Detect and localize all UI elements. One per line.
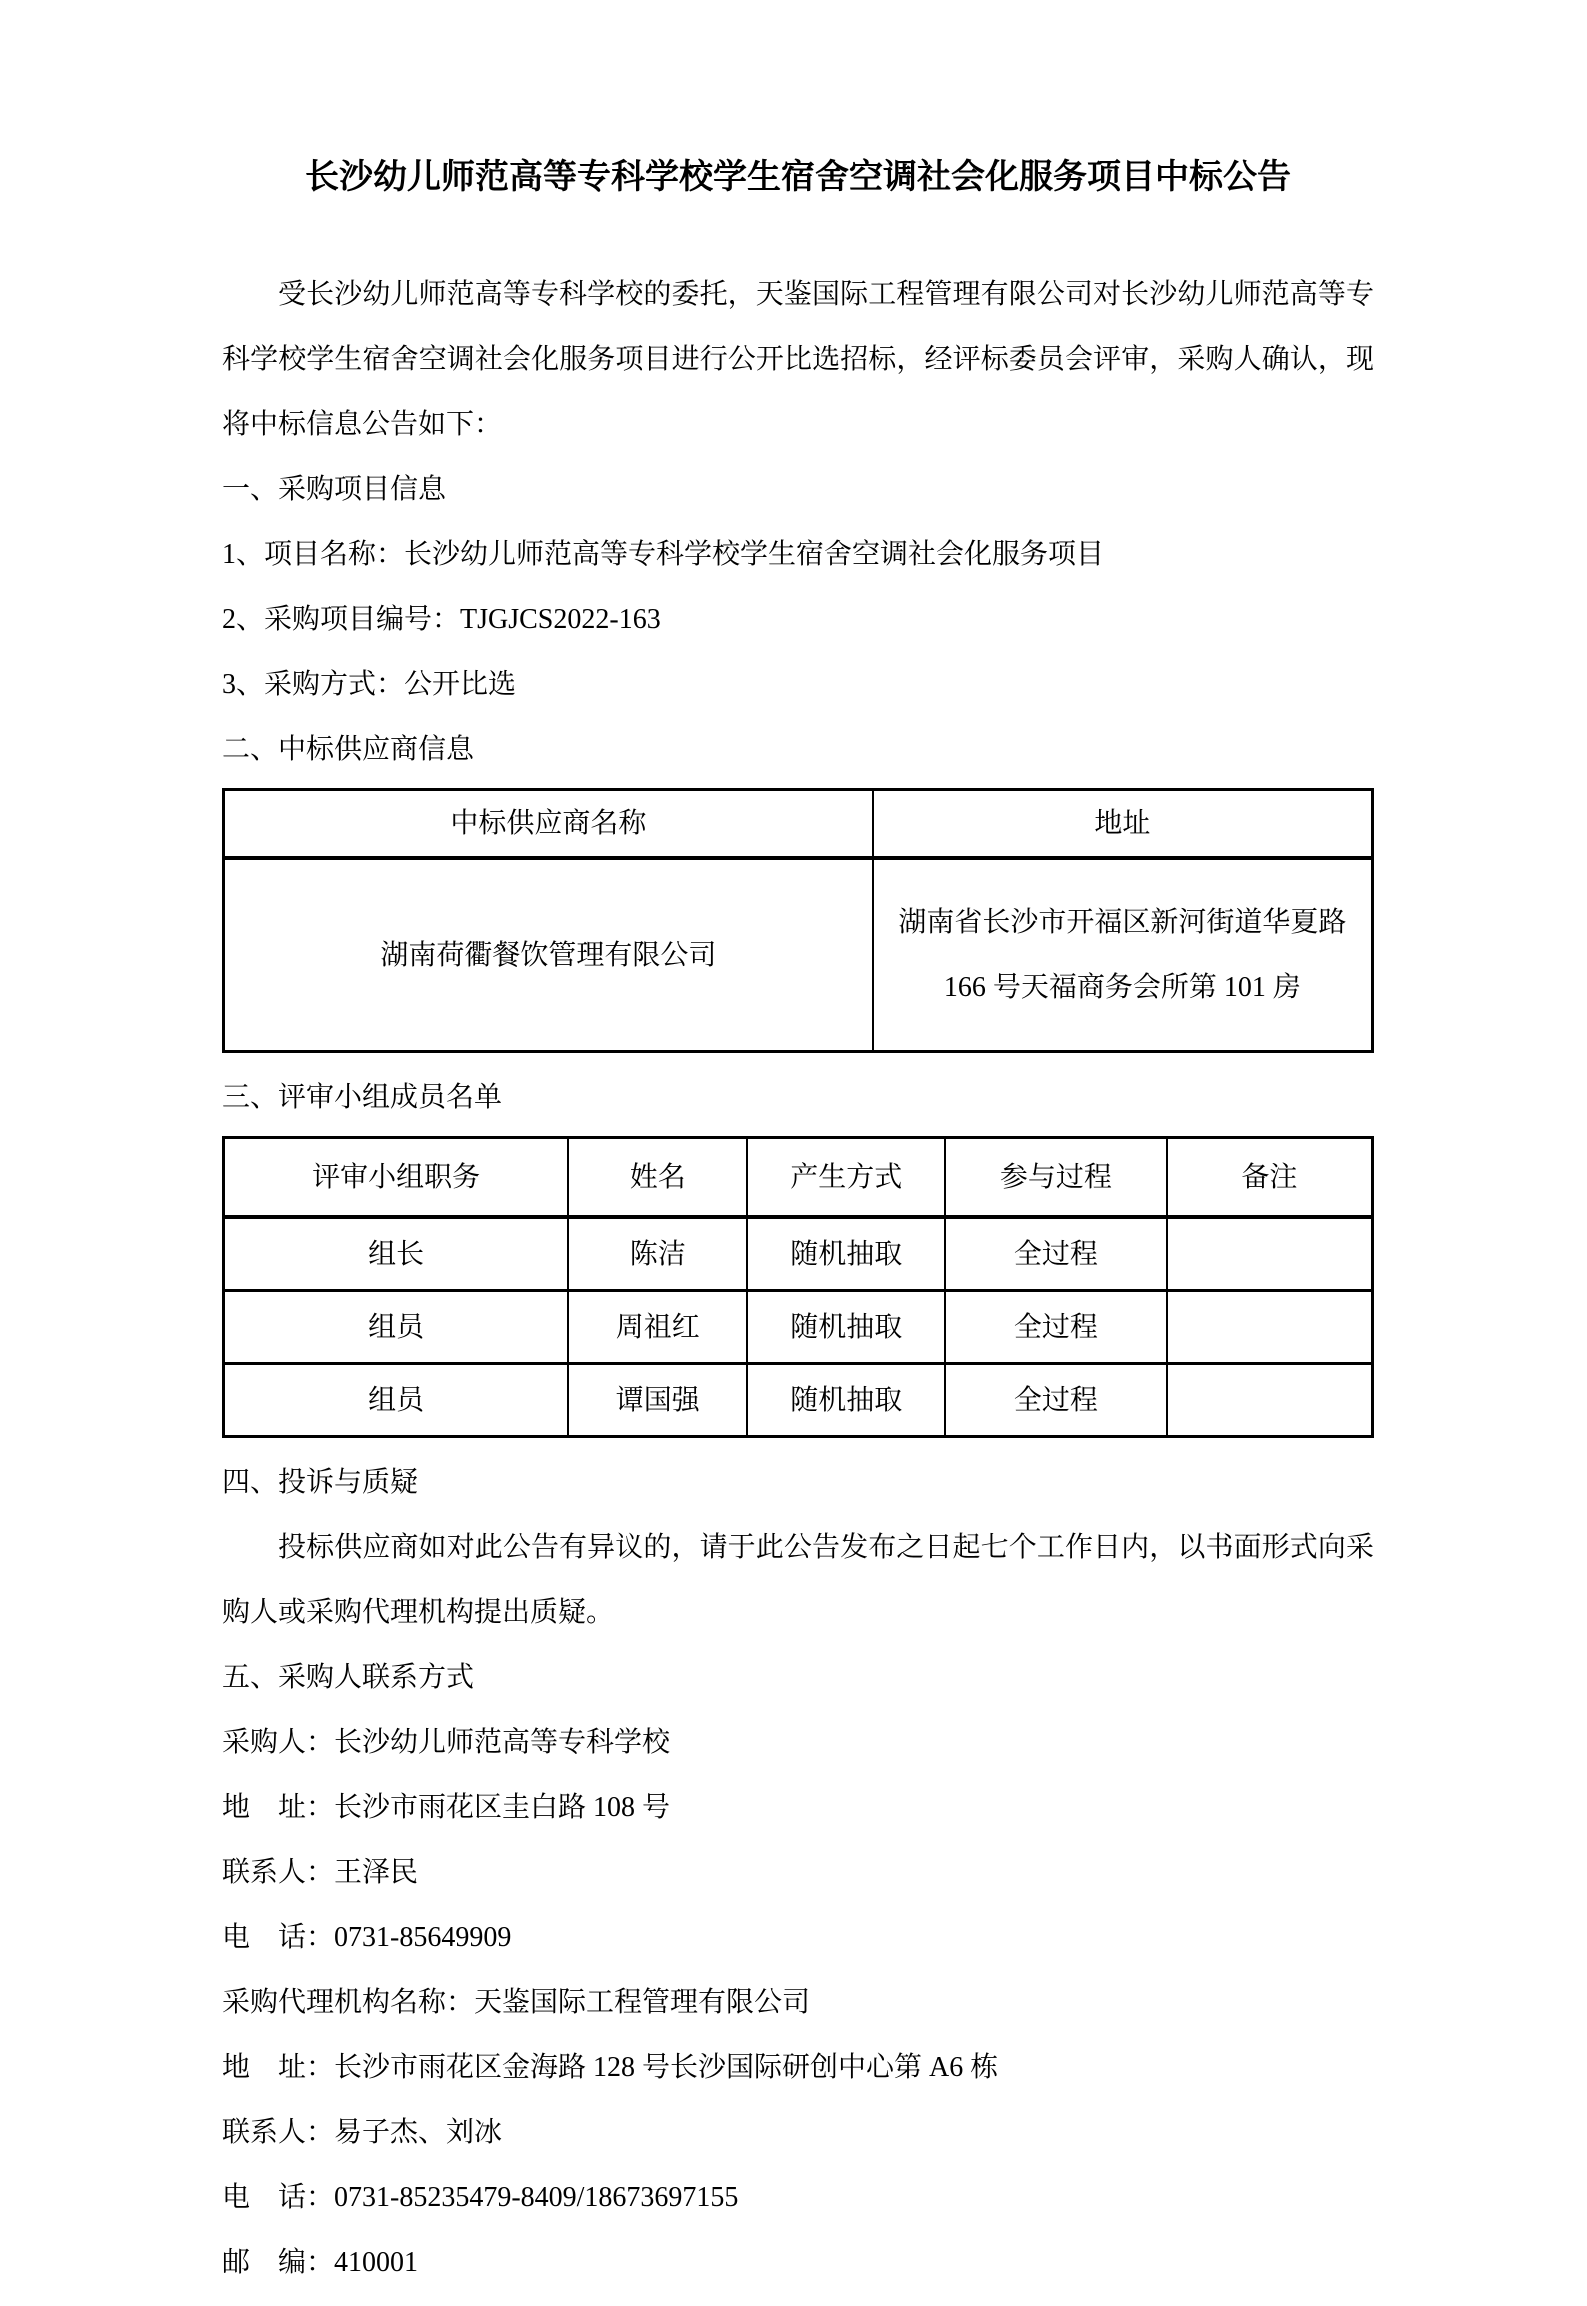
supplier-address-cell: 湖南省长沙市开福区新河街道华夏路 166 号天福商务会所第 101 房 — [873, 858, 1373, 1052]
review-panel-table — [222, 1136, 1374, 1438]
review-role-cell: 组长 — [224, 1217, 569, 1291]
supplier-name-header: 中标供应商名称 — [224, 790, 873, 859]
intro-paragraph: 受长沙幼儿师范高等专科学校的委托，天鉴国际工程管理有限公司对长沙幼儿师范高等专科学校学生宿舍空调社会化服务项目进行公开比选招标，经评标委员会评审，采购人确认，现将中标信息公告如下： — [222, 279, 1374, 440]
review-method-header: 产生方式 — [747, 1138, 945, 1218]
section4-paragraph: 投标供应商如对此公告有异议的，请于此公告发布之日起七个工作日内，以书面形式向采购人或采购代理机构提出质疑。 — [222, 1532, 1374, 1628]
review-name-cell: 陈洁 — [568, 1217, 747, 1291]
purchaser-contact-line: 联系人：王泽民 — [222, 1857, 419, 1888]
review-method-cell: 随机抽取 — [747, 1291, 945, 1364]
section3-heading: 三、评审小组成员名单 — [222, 1082, 503, 1113]
section1-heading: 一、采购项目信息 — [222, 474, 447, 505]
agency-postcode-line: 邮 编：410001 — [222, 2247, 419, 2278]
supplier-name-cell: 湖南荷衢餐饮管理有限公司 — [224, 858, 873, 1052]
review-method-cell: 随机抽取 — [747, 1364, 945, 1437]
review-participation-cell: 全过程 — [945, 1364, 1167, 1437]
purchaser-phone-line: 电 话：0731-85649909 — [222, 1922, 512, 1953]
purchaser-line: 采购人：长沙幼儿师范高等专科学校 — [222, 1727, 671, 1758]
section4-heading: 四、投诉与质疑 — [222, 1467, 419, 1498]
review-remark-cell — [1167, 1291, 1373, 1364]
review-name-header: 姓名 — [568, 1138, 747, 1218]
review-role-cell: 组员 — [224, 1291, 569, 1364]
section5-heading: 五、采购人联系方式 — [222, 1662, 475, 1693]
review-remark-cell — [1167, 1364, 1373, 1437]
purchaser-address-line: 地 址：长沙市雨花区圭白路 108 号 — [222, 1792, 671, 1823]
section1-item-procurement-method: 3、采购方式：公开比选 — [222, 669, 517, 700]
review-participation-cell: 全过程 — [945, 1217, 1167, 1291]
review-remark-cell — [1167, 1217, 1373, 1291]
page-title: 长沙幼儿师范高等专科学校学生宿舍空调社会化服务项目中标公告 — [305, 159, 1291, 196]
review-role-header: 评审小组职务 — [224, 1138, 569, 1218]
review-name-cell: 谭国强 — [568, 1364, 747, 1437]
review-participation-header: 参与过程 — [945, 1138, 1167, 1218]
agency-name-line: 采购代理机构名称：天鉴国际工程管理有限公司 — [222, 1987, 811, 2018]
review-table-row — [224, 1217, 1373, 1291]
review-name-cell: 周祖红 — [568, 1291, 747, 1364]
winning-supplier-table — [222, 788, 1374, 1053]
supplier-table-row — [224, 858, 1373, 1052]
supplier-table-header-row — [224, 790, 1373, 859]
review-table-row — [224, 1364, 1373, 1437]
section1-item-project-number: 2、采购项目编号：TJGJCS2022-163 — [222, 604, 661, 635]
agency-contact-line: 联系人：易子杰、刘冰 — [222, 2117, 503, 2148]
review-role-cell: 组员 — [224, 1364, 569, 1437]
agency-phone-line: 电 话：0731-85235479-8409/18673697155 — [222, 2182, 739, 2213]
review-table-header-row — [224, 1138, 1373, 1218]
review-participation-cell: 全过程 — [945, 1291, 1167, 1364]
section2-heading: 二、中标供应商信息 — [222, 734, 475, 765]
review-method-cell: 随机抽取 — [747, 1217, 945, 1291]
section1-item-project-name: 1、项目名称：长沙幼儿师范高等专科学校学生宿舍空调社会化服务项目 — [222, 539, 1105, 570]
review-remark-header: 备注 — [1167, 1138, 1373, 1218]
review-table-row — [224, 1291, 1373, 1364]
agency-address-line: 地 址：长沙市雨花区金海路 128 号长沙国际研创中心第 A6 栋 — [222, 2052, 999, 2083]
supplier-address-header: 地址 — [873, 790, 1373, 859]
